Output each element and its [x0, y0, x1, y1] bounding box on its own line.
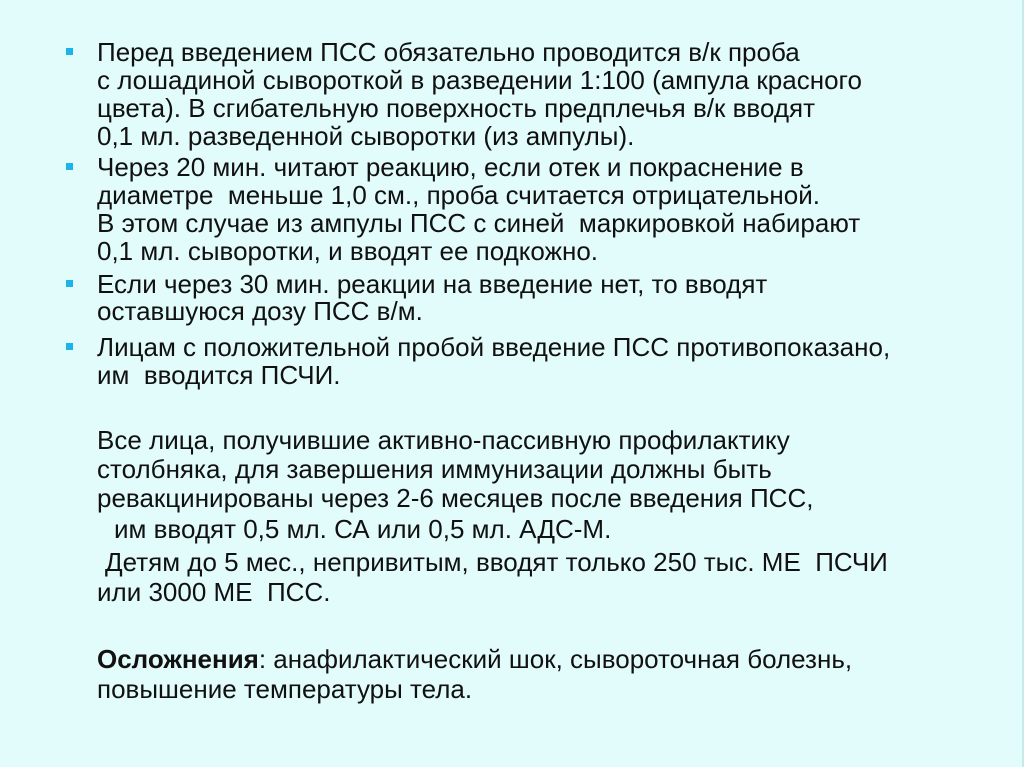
bullet-3-line-1: Если через 30 мин. реакции на введение нет, то вводят [97, 269, 768, 299]
bullet-4-line-2: им вводится ПСЧИ. [97, 360, 341, 390]
bullet-1-line-2: с лошадиной сывороткой в разведении 1:100 (ампула красного [97, 65, 862, 95]
revaccination-line-1: Все лица, получившие активно-пассивную профилактику [97, 425, 790, 455]
bullet-1-line-4: 0,1 мл. разведенной сыворотки (из ампулы). [97, 121, 635, 151]
bullet-marker [66, 48, 73, 55]
bullet-2-line-3: В этом случае из ампулы ПСС с синей маркировкой набирают [97, 208, 861, 238]
bullet-2-line-2: диаметре меньше 1,0 см., проба считается отрицательной. [97, 180, 820, 210]
bullet-1-line-3: цвета). В сгибательную поверхность предплечья в/к вводят [97, 93, 815, 123]
children-line-1: Детям до 5 мес., непривитым, вводят только 250 тыс. МЕ ПСЧИ [105, 547, 888, 577]
bullet-marker [66, 343, 73, 350]
bullet-2-line-1: Через 20 мин. читают реакцию, если отек и покраснение в [97, 152, 804, 182]
bullet-1-line-1: Перед введением ПСС обязательно проводится в/к проба [97, 37, 800, 67]
revaccination-line-2: столбняка, для завершения иммунизации должны быть [97, 454, 772, 484]
complications-text: : анафилактический шок, сывороточная болезнь, [258, 644, 853, 674]
bullet-3-line-2: оставшуюся дозу ПСС в/м. [97, 296, 423, 326]
revaccination-line-3: ревакцинированы через 2-6 месяцев после введения ПСС, [97, 483, 814, 513]
bullet-4-line-1: Лицам с положительной пробой введение ПСС противопоказано, [97, 332, 891, 362]
bullet-marker [66, 280, 73, 287]
bullet-2-line-4: 0,1 мл. сыворотки, и вводят ее подкожно. [97, 236, 599, 266]
complications-line-2: повышение температуры тела. [97, 674, 473, 704]
bullet-marker [66, 163, 73, 170]
complications-line-1 [97, 646, 852, 672]
children-line-2: или 3000 МЕ ПСС. [97, 577, 331, 607]
complications-label: Осложнения [97, 644, 259, 674]
dose-line: им вводят 0,5 мл. СА или 0,5 мл. АДС-М. [114, 514, 612, 544]
